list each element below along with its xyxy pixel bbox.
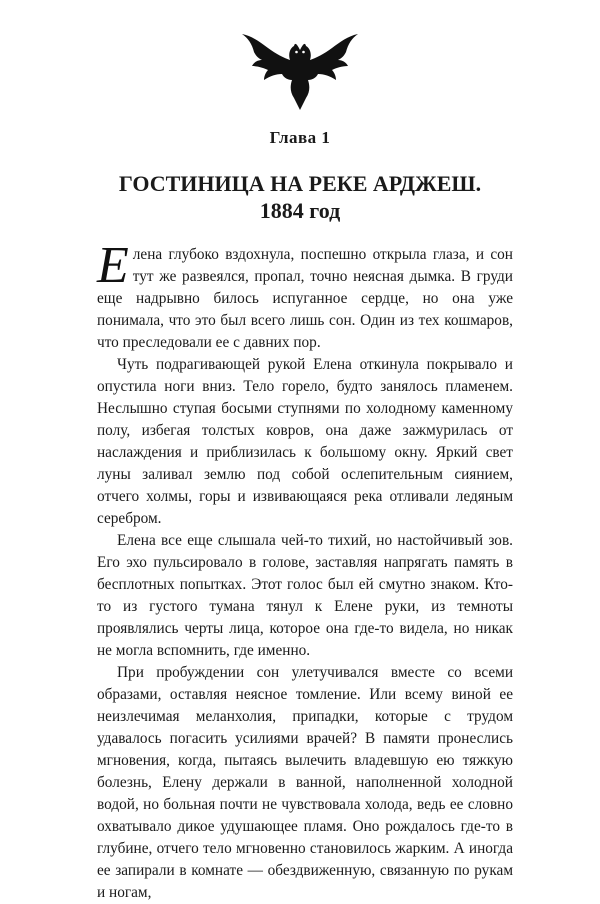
chapter-text: [97, 237, 513, 904]
chapter-label: Глава 1: [269, 128, 331, 147]
paragraph: [97, 237, 513, 354]
paragraph-text: лена глубоко вздохнула, поспешно открыла глаза, и сон тут же развеялся, пропал, точно неясная дымка. В груди еще надрывно билось испуганное сердце, но она уже понимала, что это был всего лишь сон. Один из тех кошмаров, что преследовали ее с давних пор.: [97, 246, 513, 351]
chapter-title: [0, 170, 600, 224]
paragraph: Елена все еще слышала чей-то тихий, но настойчивый зов. Его эхо пульсировало в голове, заставляя напрягать память в бесплотных попытках. Этот голос был ей смутно знаком. Кто-то из густого тумана тянул к Елене руки, из темноты проявлялись черты лица, которое она где-то видела, но никак не могла вспомнить, где именно.: [97, 532, 513, 659]
paragraph: При пробуждении сон улетучивался вместе со всеми образами, оставляя неясное томление. Или всему виной ее неизлечимая меланхолия, припадки, которые с трудом удавалось погасить усилиями врачей? В памяти пронеслись мгновения, когда, пытаясь вылечить владевшую ею тяжкую болезнь, Елену держали в ванной, наполненной холодной водой, но больная почти не чувствовала холода, ведь ее словно охватывало дикое удушающее пламя. Оно рождалось где-то в глубине, отчего тело мгновенно становилось жарким. А иногда ее запирали в комнате — обездвиженную, связанную по рукам и ногам,: [97, 664, 513, 901]
paragraph: Чуть подрагивающей рукой Елена откинула покрывало и опустила ноги вниз. Тело горело, будто занялось пламенем. Неслышно ступая босыми ступнями по холодному каменному полу, избегая толстых ковров, она даже зажмурилась от наслаждения и приблизилась к большому окну. Яркий свет луны заливал землю под собой ослепительным сиянием, отчего холмы, горы и извивающаяся река отливали ледяным серебром.: [97, 356, 513, 527]
chapter-year: 1884 год: [259, 198, 341, 223]
drop-cap: Е: [97, 237, 129, 294]
bat-icon: [240, 22, 360, 112]
chapter-title-line: ГОСТИНИЦА НА РЕКЕ АРДЖЕШ.: [118, 171, 482, 196]
